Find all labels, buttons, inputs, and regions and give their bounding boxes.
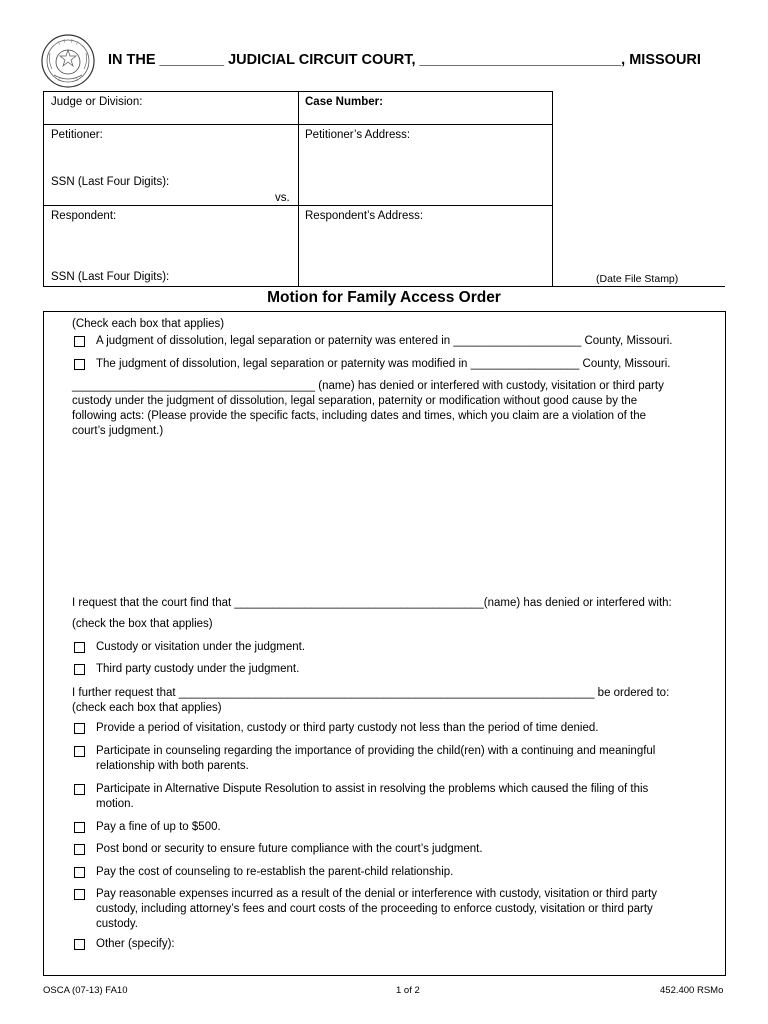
respondent-ssn-label: SSN (Last Four Digits):: [51, 271, 170, 283]
option-post-bond: Post bond or security to ensure future compliance with the court’s judgment.: [96, 843, 483, 855]
option-expenses-line2: custody, including attorney’s fees and court costs of the proceeding to enforce custody, visitation or third party: [96, 903, 653, 915]
case-caption-box: [43, 91, 553, 287]
facts-line-1: ______________________________________ (name) has denied or interfered with custody, visitation or third party: [72, 380, 664, 392]
versus-label: vs.: [275, 192, 290, 204]
checkbox-makeup-visitation[interactable]: [74, 723, 85, 734]
checkbox-third-party-custody[interactable]: [74, 664, 85, 675]
checkbox-fine[interactable]: [74, 822, 85, 833]
court-find-request: I request that the court find that _______________________________________(name) has denied or interfered with:: [72, 597, 672, 609]
statute-reference: 452.400 RSMo: [660, 985, 724, 996]
option-judgment-modified: The judgment of dissolution, legal separation or paternity was modified in _________________ County, Missouri.: [96, 358, 671, 370]
respondent-label: Respondent:: [51, 210, 117, 222]
missouri-state-seal: [40, 33, 96, 89]
page-number: 1 of 2: [396, 985, 420, 996]
option-custody-visitation: Custody or visitation under the judgment.: [96, 641, 306, 653]
option-counseling-line1: Participate in counseling regarding the importance of providing the child(ren) with a continuing and meaningful: [96, 745, 656, 757]
facts-line-2: custody under the judgment of dissolution, legal separation, paternity or modification without good cause by the: [72, 395, 638, 407]
option-counseling-cost: Pay the cost of counseling to re-establish the parent-child relationship.: [96, 866, 454, 878]
option-expenses-line3: custody.: [96, 918, 138, 930]
checkbox-post-bond[interactable]: [74, 844, 85, 855]
checkbox-other[interactable]: [74, 939, 85, 950]
section1-instruction: (Check each box that applies): [72, 318, 225, 330]
option-makeup-visitation: Provide a period of visitation, custody or third party custody not less than the period of time denied.: [96, 722, 599, 734]
motion-body: [43, 311, 726, 976]
option-adr-line2: motion.: [96, 798, 134, 810]
judge-division-label: Judge or Division:: [51, 96, 143, 108]
document-title: Motion for Family Access Order: [267, 289, 501, 306]
court-heading: IN THE ________ JUDICIAL CIRCUIT COURT, _________________________, MISSOURI: [108, 52, 701, 68]
checkbox-counseling[interactable]: [74, 746, 85, 757]
facts-line-4: court’s judgment.): [72, 425, 164, 437]
checkbox-reasonable-expenses[interactable]: [74, 889, 85, 900]
respondent-address-label: Respondent’s Address:: [305, 210, 424, 222]
option-judgment-entered: A judgment of dissolution, legal separation or paternity was entered in ____________________ County, Missouri.: [96, 335, 673, 347]
further-request: I further request that _________________________________________________________________ be ordered to:: [72, 687, 670, 699]
facts-line-3: following acts: (Please provide the specific facts, including dates and times, which you claim are a violation of the: [72, 410, 647, 422]
section2-instruction: (check the box that applies): [72, 618, 213, 630]
petitioner-address-label: Petitioner’s Address:: [305, 129, 411, 141]
petitioner-label: Petitioner:: [51, 129, 103, 141]
option-other: Other (specify):: [96, 938, 175, 950]
case-number-label: Case Number:: [305, 96, 383, 108]
checkbox-counseling-cost[interactable]: [74, 867, 85, 878]
checkbox-adr[interactable]: [74, 784, 85, 795]
facts-entry-area[interactable]: [72, 444, 712, 584]
date-stamp-underline: [553, 286, 725, 287]
checkbox-judgment-modified[interactable]: [74, 359, 85, 370]
option-expenses-line1: Pay reasonable expenses incurred as a result of the denial or interference with custody, visitation or third party: [96, 888, 658, 900]
option-third-party-custody: Third party custody under the judgment.: [96, 663, 300, 675]
petitioner-ssn-label: SSN (Last Four Digits):: [51, 176, 170, 188]
option-fine: Pay a fine of up to $500.: [96, 821, 221, 833]
date-file-stamp-label: (Date File Stamp): [596, 273, 679, 285]
form-id: OSCA (07-13) FA10: [43, 985, 128, 996]
checkbox-judgment-entered[interactable]: [74, 336, 85, 347]
section3-instruction: (check each box that applies): [72, 702, 222, 714]
checkbox-custody-visitation[interactable]: [74, 642, 85, 653]
option-adr-line1: Participate in Alternative Dispute Resolution to assist in resolving the problems which caused the filing of this: [96, 783, 649, 795]
option-counseling-line2: relationship with both parents.: [96, 760, 249, 772]
